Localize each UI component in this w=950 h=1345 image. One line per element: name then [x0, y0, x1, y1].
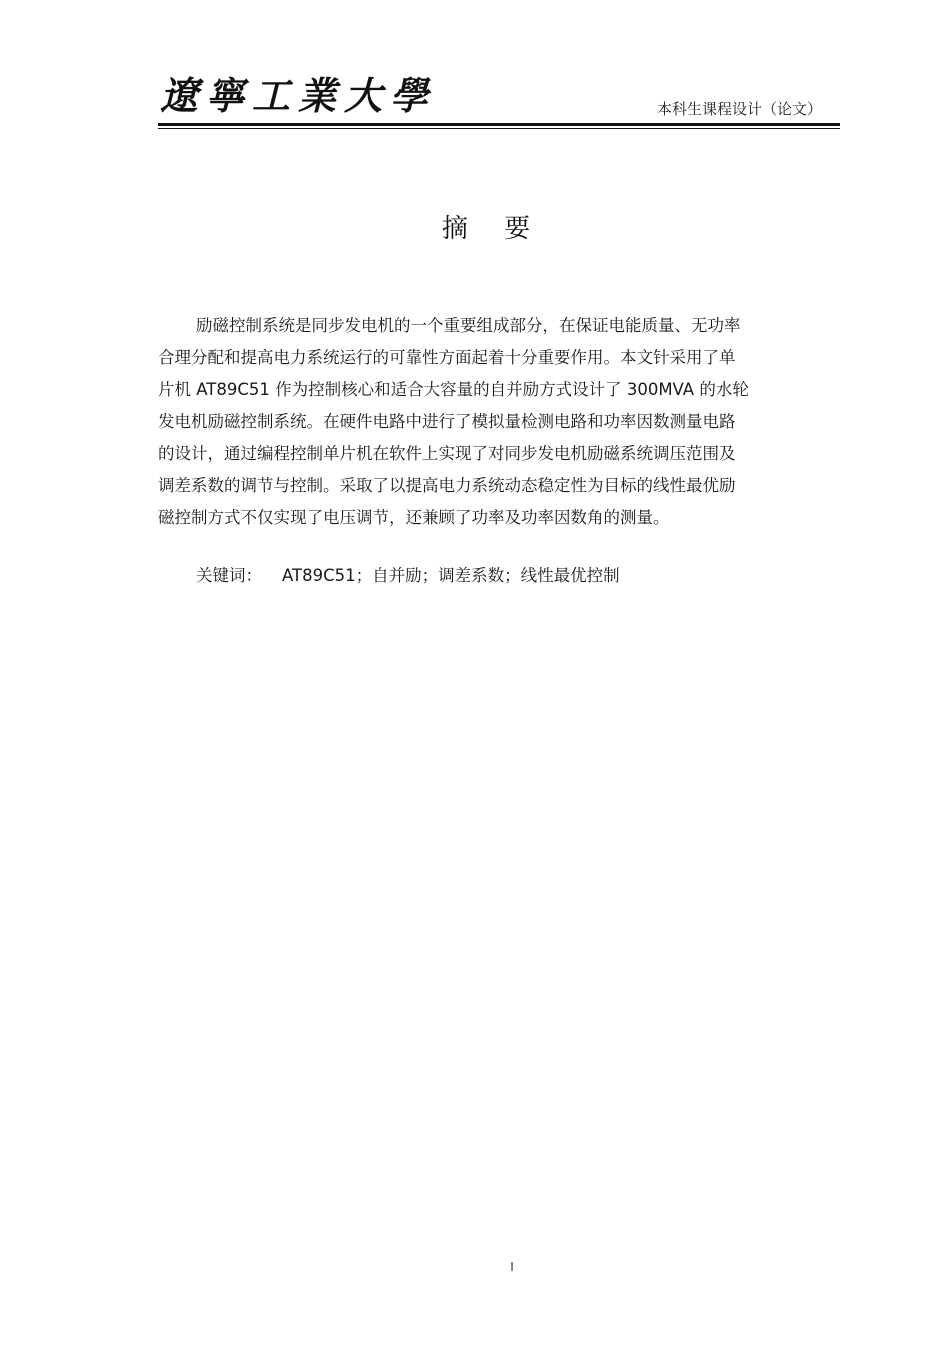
header-rule-thick	[158, 123, 840, 126]
abstract-body	[158, 310, 838, 534]
abstract-line: 的设计，通过编程控制单片机在软件上实现了对同步发电机励磁系统调压范围及	[158, 444, 736, 463]
abstract-line: 励磁控制系统是同步发电机的一个重要组成部分，在保证电能质量、无功率	[196, 316, 741, 335]
document-type: 本科生课程设计（论文）	[656, 100, 822, 118]
abstract-line: 发电机励磁控制系统。在硬件电路中进行了模拟量检测电路和功率因数测量电路	[158, 412, 736, 431]
header-rule-thin	[158, 128, 840, 129]
abstract-line: 调差系数的调节与控制。采取了以提高电力系统动态稳定性为目标的线性最优励	[158, 476, 736, 495]
page-number: I	[510, 1260, 514, 1274]
abstract-title: 摘 要	[441, 214, 545, 244]
keywords	[196, 564, 620, 588]
abstract-line: 片机 AT89C51 作为控制核心和适合大容量的自并励方式设计了 300MVA 的水轮	[158, 380, 749, 399]
abstract-line: 合理分配和提高电力系统运行的可靠性方面起着十分重要作用。本文针采用了单	[158, 348, 736, 367]
keywords-label: 关键词：	[196, 566, 262, 585]
abstract-line: 磁控制方式不仅实现了电压调节，还兼顾了功率及功率因数角的测量。	[158, 508, 670, 527]
university-logo: 遼寧工業大學	[160, 73, 437, 118]
keywords-value: AT89C51；自并励；调差系数；线性最优控制	[282, 566, 620, 585]
